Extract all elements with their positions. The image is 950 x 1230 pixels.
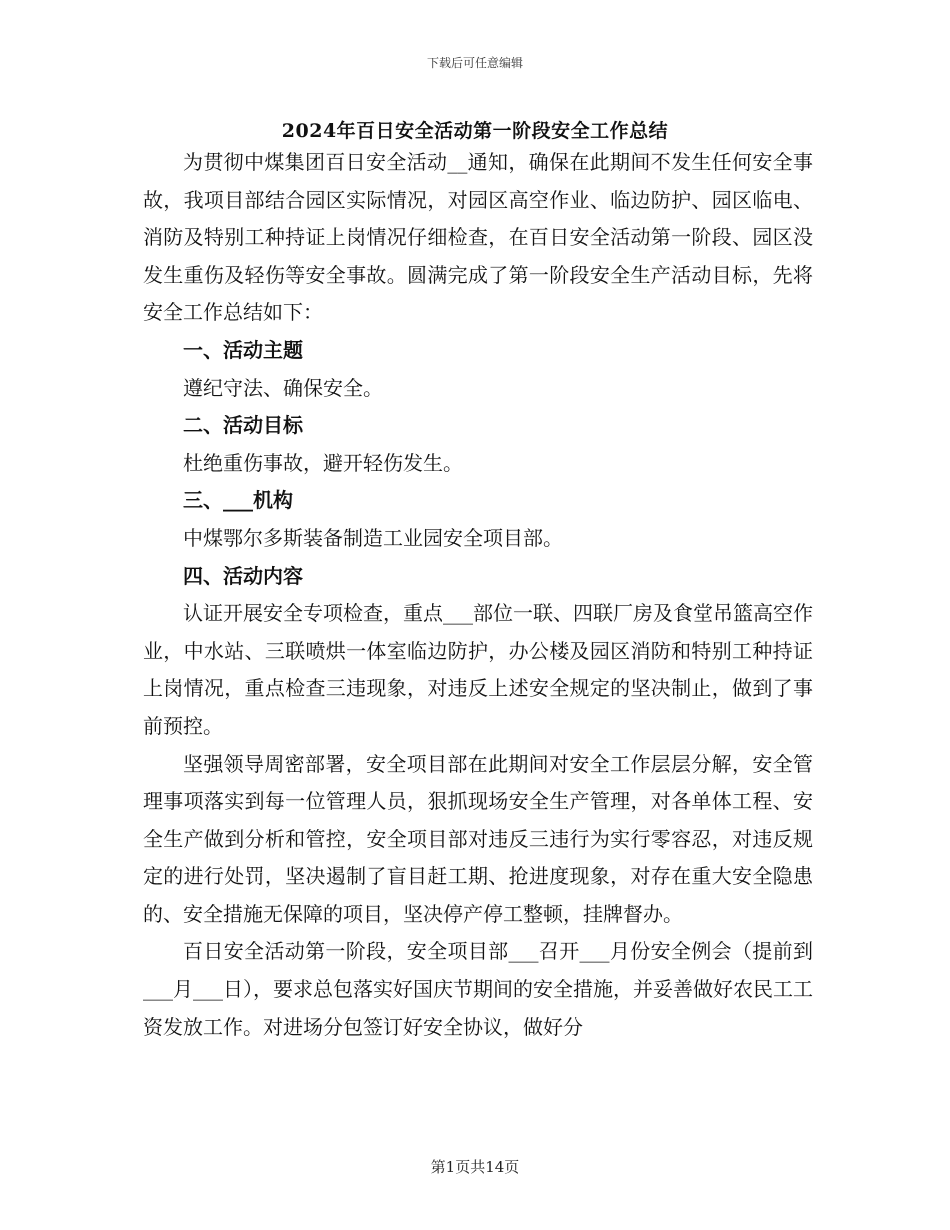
section-heading-organization: 三、___机构 <box>183 488 293 513</box>
section-text-organization: 中煤鄂尔多斯装备制造工业园安全项目部。 <box>183 525 563 550</box>
content-paragraph-inspection: 认证开展安全专项检查，重点___部位一联、四联厂房及食堂吊篮高空作业，中水站、三联喷烘一体室临边防护，办公楼及园区消防和特别工种持证上岗情况，重点检查三违现象，对违反上述安全规定的坚决制止，做到了事前预控。 <box>143 601 813 738</box>
section-heading-theme: 一、活动主题 <box>183 337 303 362</box>
header-note: 下载后可任意编辑 <box>426 56 523 70</box>
content-paragraph-meeting: 百日安全活动第一阶段，安全项目部___召开___月份安全例会（提前到___月___日），要求总包落实好国庆节期间的安全措施，并妥善做好农民工工资发放工作。对进场分包签订好安全协议，做好分 <box>143 939 813 1039</box>
section-text-goal: 杜绝重伤事故，避开轻伤发生。 <box>183 450 463 475</box>
section-heading-goal: 二、活动目标 <box>183 413 303 438</box>
section-heading-content: 四、活动内容 <box>183 563 303 588</box>
document-body <box>143 144 813 1046</box>
content-paragraph-leadership: 坚强领导周密部署，安全项目部在此期间对安全工作层层分解，安全管理事项落实到每一位管理人员，狠抓现场安全生产管理，对各单体工程、安全生产做到分析和管控，安全项目部对违反三违行为实行零容忍，对违反规定的进行处罚，坚决遏制了盲目赶工期、抢进度现象，对存在重大安全隐患的、安全措施无保障的项目，坚决停产停工整顿，挂牌督办。 <box>143 751 813 926</box>
page-footer: 第1页共14页 <box>430 1158 520 1176</box>
document-title: 2024年百日安全活动第一阶段安全工作总结 <box>281 120 669 142</box>
section-text-theme: 遵纪守法、确保安全。 <box>183 375 383 400</box>
intro-paragraph: 为贯彻中煤集团百日安全活动__通知，确保在此期间不发生任何安全事故，我项目部结合园区实际情况，对园区高空作业、临边防护、园区临电、消防及特别工种持证上岗情况仔细检查，在百日安全活动第一阶段、园区没发生重伤及轻伤等安全事故。圆满完成了第一阶段安全生产活动目标，先将安全工作总结如下： <box>143 150 813 325</box>
